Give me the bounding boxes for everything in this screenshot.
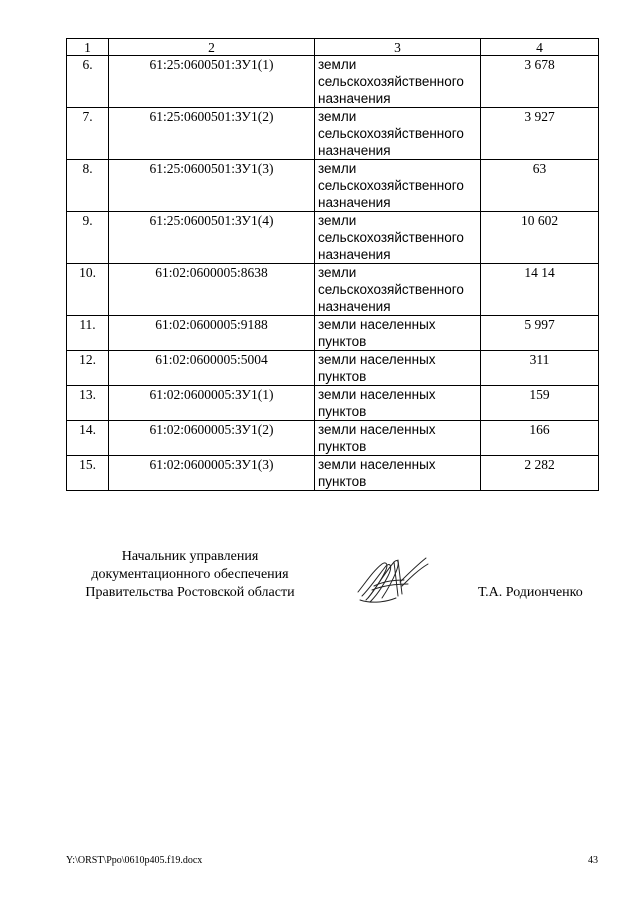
footer-file-path: Y:\ORST\Ppo\0610p405.f19.docx: [66, 855, 203, 866]
cadastral-number: 61:02:0600005:5004: [109, 351, 315, 386]
page-number: 43: [588, 855, 598, 866]
signatory-position: [60, 548, 320, 602]
handwritten-signature-icon: [352, 552, 434, 608]
cadastral-number: 61:25:0600501:ЗУ1(4): [109, 212, 315, 264]
row-number: 11.: [67, 316, 109, 351]
row-number: 6.: [67, 56, 109, 108]
table-row: [67, 351, 599, 386]
plot-area: 3 927: [481, 108, 599, 160]
table-row: [67, 456, 599, 491]
row-number: 10.: [67, 264, 109, 316]
plot-area: 10 602: [481, 212, 599, 264]
plot-area: 2 282: [481, 456, 599, 491]
plot-area: 63: [481, 160, 599, 212]
table-row: [67, 264, 599, 316]
land-category: земли сельскохозяйственного назначения: [315, 108, 481, 160]
table-row: [67, 316, 599, 351]
cadastral-number: 61:25:0600501:ЗУ1(2): [109, 108, 315, 160]
land-category: земли населенных пунктов: [315, 421, 481, 456]
table-row: [67, 108, 599, 160]
row-number: 7.: [67, 108, 109, 160]
land-plots-table: [66, 38, 599, 491]
cadastral-number: 61:25:0600501:ЗУ1(1): [109, 56, 315, 108]
table-row: [67, 386, 599, 421]
table-row: [67, 212, 599, 264]
column-header: 4: [481, 39, 599, 56]
table-row: [67, 421, 599, 456]
row-number: 9.: [67, 212, 109, 264]
land-category: земли сельскохозяйственного назначения: [315, 160, 481, 212]
position-line: Начальник управления: [121, 549, 259, 564]
land-category: земли населенных пунктов: [315, 386, 481, 421]
land-category: земли сельскохозяйственного назначения: [315, 264, 481, 316]
column-header: 1: [67, 39, 109, 56]
row-number: 12.: [67, 351, 109, 386]
cadastral-number: 61:02:0600005:ЗУ1(3): [109, 456, 315, 491]
plot-area: 311: [481, 351, 599, 386]
land-category: земли населенных пунктов: [315, 316, 481, 351]
table-row: [67, 56, 599, 108]
column-header: 2: [109, 39, 315, 56]
cadastral-number: 61:02:0600005:ЗУ1(1): [109, 386, 315, 421]
plot-area: 5 997: [481, 316, 599, 351]
cadastral-number: 61:02:0600005:8638: [109, 264, 315, 316]
cadastral-number: 61:02:0600005:ЗУ1(2): [109, 421, 315, 456]
land-category: земли сельскохозяйственного назначения: [315, 212, 481, 264]
row-number: 14.: [67, 421, 109, 456]
position-line: документационного обеспечения: [91, 567, 289, 582]
plot-area: 166: [481, 421, 599, 456]
cadastral-number: 61:02:0600005:9188: [109, 316, 315, 351]
signatory-name: Т.А. Родионченко: [478, 585, 583, 600]
row-number: 8.: [67, 160, 109, 212]
land-category: земли населенных пунктов: [315, 456, 481, 491]
row-number: 15.: [67, 456, 109, 491]
plot-area: 14 14: [481, 264, 599, 316]
column-header: 3: [315, 39, 481, 56]
table-row: [67, 160, 599, 212]
table-header-row: [67, 39, 599, 56]
plot-area: 3 678: [481, 56, 599, 108]
position-line: Правительства Ростовской области: [85, 585, 295, 600]
plot-area: 159: [481, 386, 599, 421]
row-number: 13.: [67, 386, 109, 421]
land-category: земли сельскохозяйственного назначения: [315, 56, 481, 108]
land-category: земли населенных пунктов: [315, 351, 481, 386]
cadastral-number: 61:25:0600501:ЗУ1(3): [109, 160, 315, 212]
